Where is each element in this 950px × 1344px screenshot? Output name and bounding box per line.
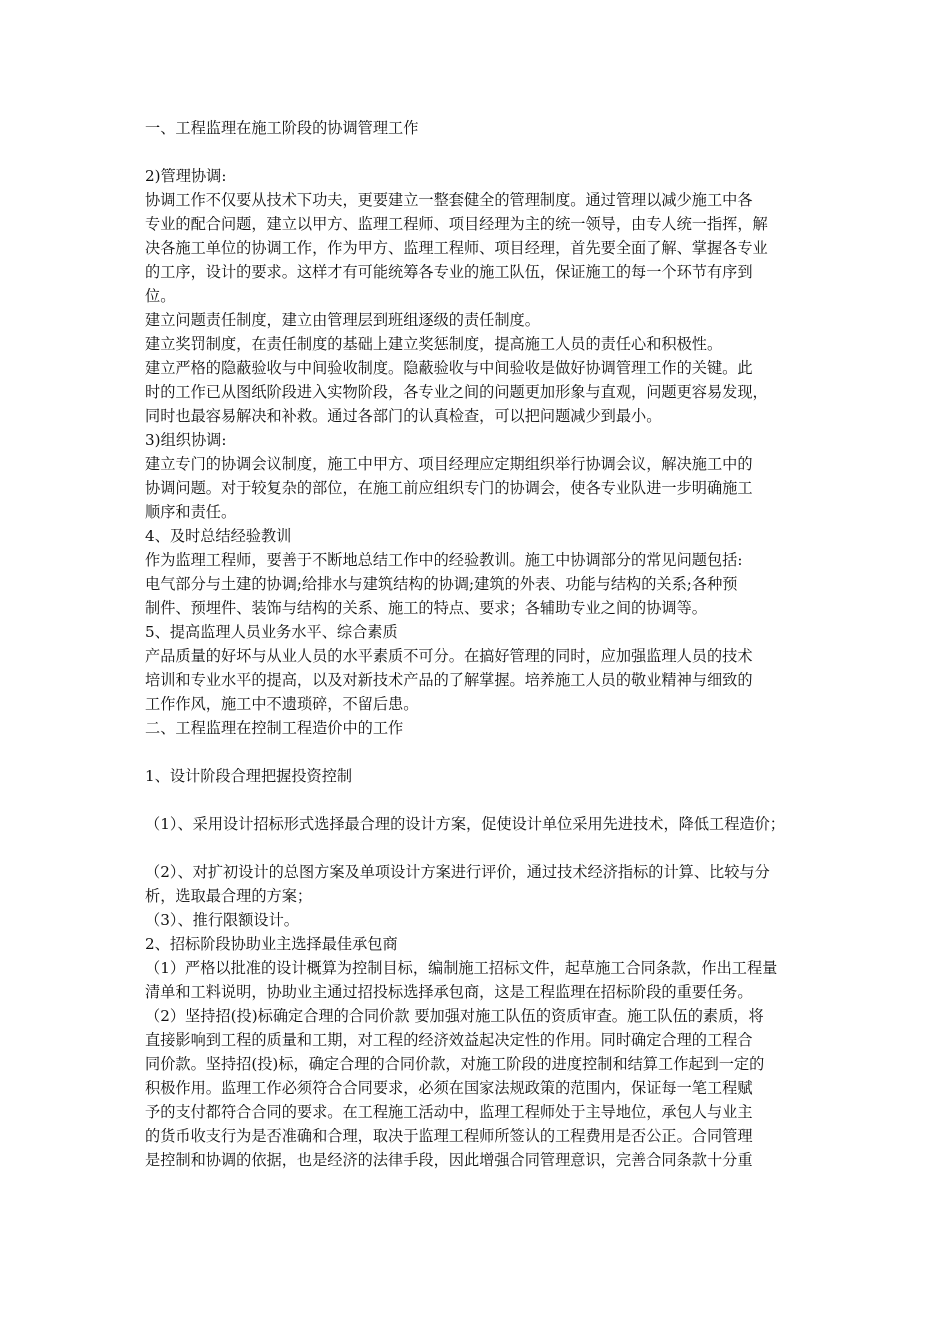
section-heading-1: 一、工程监理在施工阶段的协调管理工作: [145, 119, 419, 137]
blank-line: [145, 740, 817, 764]
paragraph-line: 建立奖罚制度，在责任制度的基础上建立奖惩制度，提高施工人员的责任心和积极性。: [145, 335, 723, 353]
paragraph-line: 顺序和责任。: [145, 503, 237, 521]
paragraph-line: 直接影响到工程的质量和工期，对工程的经济效益起决定性的作用。同时确定合理的工程合: [145, 1031, 753, 1049]
list-item: （1）、采用设计招标形式选择最合理的设计方案，促使设计单位采用先进技术，降低工程造价；: [145, 815, 785, 833]
section-heading-2: 二、工程监理在控制工程造价中的工作: [145, 719, 404, 737]
list-item: （2）、对扩初设计的总图方案及单项设计方案进行评价，通过技术经济指标的计算、比较与分: [145, 863, 770, 881]
blank-line: [145, 140, 817, 164]
paragraph-line: 位。: [145, 287, 176, 305]
paragraph-line: 予的支付都符合合同的要求。在工程施工活动中，监理工程师处于主导地位，承包人与业主: [145, 1103, 753, 1121]
list-item: （3）、推行限额设计。: [145, 911, 299, 929]
paragraph-line: 协调工作不仅要从技术下功夫，更要建立一整套健全的管理制度。通过管理以减少施工中各: [145, 191, 753, 209]
paragraph-line: 建立严格的隐蔽验收与中间验收制度。隐蔽验收与中间验收是做好协调管理工作的关键。此: [145, 359, 753, 377]
paragraph-line: 产品质量的好坏与从业人员的水平素质不可分。在搞好管理的同时，应加强监理人员的技术: [145, 647, 753, 665]
paragraph-line: 建立问题责任制度，建立由管理层到班组逐级的责任制度。: [145, 311, 540, 329]
subheading-design-stage: 1、设计阶段合理把握投资控制: [145, 767, 353, 785]
paragraph-line: 是控制和协调的依据，也是经济的法律手段，因此增强合同管理意识，完善合同条款十分重: [145, 1151, 753, 1169]
list-item: （1）严格以批准的设计概算为控制目标，编制施工招标文件，起草施工合同条款，作出工程量: [145, 959, 778, 977]
paragraph-line: 电气部分与土建的协调;给排水与建筑结构的协调;建筑的外表、功能与结构的关系;各种预: [145, 575, 738, 593]
subheading-improve: 5、提高监理人员业务水平、综合素质: [145, 623, 398, 641]
paragraph-line: 的工序，设计的要求。这样才有可能统筹各专业的施工队伍，保证施工的每一个环节有序到: [145, 263, 753, 281]
blank-line: [145, 788, 817, 812]
paragraph-line: 析，选取最合理的方案；: [145, 887, 313, 905]
subheading-management: 2)管理协调:: [145, 167, 227, 185]
paragraph-line: 同价款。坚持招(投)标，确定合理的合同价款，对施工阶段的进度控制和结算工作起到一定的: [145, 1055, 765, 1073]
subheading-summary: 4、及时总结经验教训: [145, 527, 292, 545]
paragraph-line: 建立专门的协调会议制度，施工中甲方、项目经理应定期组织举行协调会议，解决施工中的: [145, 455, 753, 473]
paragraph-line: 作为监理工程师，要善于不断地总结工作中的经验教训。施工中协调部分的常见问题包括:: [145, 551, 743, 569]
subheading-organization: 3)组织协调:: [145, 431, 227, 449]
blank-line: [145, 836, 817, 860]
document-page: [145, 116, 817, 1172]
paragraph-line: 时的工作已从图纸阶段进入实物阶段，各专业之间的问题更加形象与直观，问题更容易发现，: [145, 383, 768, 401]
paragraph-line: 决各施工单位的协调工作，作为甲方、监理工程师、项目经理，首先要全面了解、掌握各专业: [145, 239, 768, 257]
paragraph-line: 专业的配合问题，建立以甲方、监理工程师、项目经理为主的统一领导，由专人统一指挥，解: [145, 215, 768, 233]
paragraph-line: 同时也最容易解决和补救。通过各部门的认真检查，可以把问题减少到最小。: [145, 407, 662, 425]
paragraph-line: 积极作用。监理工作必须符合合同要求，必须在国家法规政策的范围内，保证每一笔工程赋: [145, 1079, 753, 1097]
paragraph-line: 工作作风，施工中不遗琐碎，不留后患。: [145, 695, 419, 713]
paragraph-line: 协调问题。对于较复杂的部位，在施工前应组织专门的协调会，使各专业队进一步明确施工: [145, 479, 753, 497]
paragraph-line: 制件、预埋件、装饰与结构的关系、施工的特点、要求；各辅助专业之间的协调等。: [145, 599, 707, 617]
paragraph-line: 清单和工料说明，协助业主通过招投标选择承包商，这是工程监理在招标阶段的重要任务。: [145, 983, 753, 1001]
list-item: （2）坚持招(投)标确定合理的合同价款 要加强对施工队伍的资质审查。施工队伍的素质，将: [145, 1007, 764, 1025]
subheading-bidding-stage: 2、招标阶段协助业主选择最佳承包商: [145, 935, 398, 953]
paragraph-line: 的货币收支行为是否准确和合理，取决于监理工程师所签认的工程费用是否公正。合同管理: [145, 1127, 753, 1145]
paragraph-line: 培训和专业水平的提高，以及对新技术产品的了解掌握。培养施工人员的敬业精神与细致的: [145, 671, 753, 689]
